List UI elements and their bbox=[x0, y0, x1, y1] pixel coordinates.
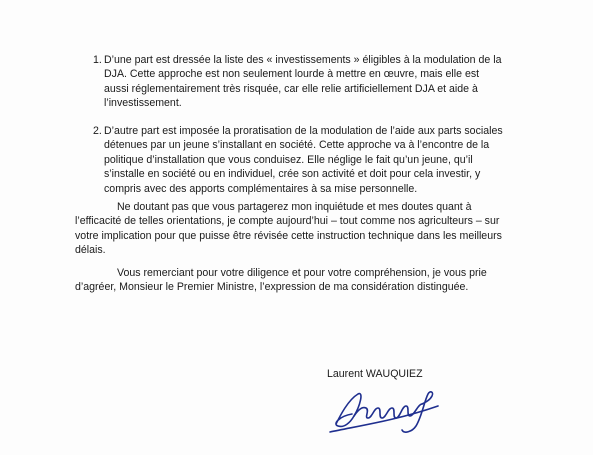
text-line: votre implication pour que puisse être révisée cette instruction technique dans les meilleurs bbox=[75, 229, 502, 242]
text-line: Vous remerciant pour votre diligence et pour votre compréhension, je vous prie bbox=[117, 267, 487, 279]
signature-stroke bbox=[354, 404, 422, 418]
closing-paragraph bbox=[75, 266, 535, 295]
list-number: 2. bbox=[93, 125, 102, 137]
text-line: détenues par un jeune s’installant en société. Cette approche va à l’encontre de la bbox=[104, 139, 490, 152]
text-line: l’efficacité de telles orientations, je compte aujourd’hui – tout comme nos agriculteurs – sur bbox=[75, 215, 500, 228]
text-line: D’une part est dressée la liste des « investissements » éligibles à la modulation de la bbox=[104, 54, 502, 66]
handwritten-signature bbox=[318, 376, 458, 438]
list-item-text bbox=[104, 53, 524, 111]
text-line: politique d’installation que vous conduisez. Elle néglige le fait qu’un jeune, qu’il bbox=[104, 153, 473, 166]
list-number: 1. bbox=[93, 54, 102, 66]
text-line: s’installe en société ou en individuel, crée son activité et doit pour cela investir, y bbox=[104, 168, 481, 181]
signature-stroke bbox=[336, 394, 361, 427]
text-line: compris avec des apports complémentaires à sa mise personnelle. bbox=[104, 182, 418, 195]
text-line: l’investissement. bbox=[104, 97, 182, 110]
text-line: Ne doutant pas que vous partagerez mon inquiétude et mes doutes quant à bbox=[117, 201, 472, 213]
text-line: DJA. Cette approche est non seulement lourde à mettre en œuvre, mais elle est bbox=[104, 68, 480, 81]
body-paragraph bbox=[75, 200, 535, 258]
text-line: d’agréer, Monsieur le Premier Ministre, l’expression de ma considération distinguée. bbox=[75, 281, 469, 294]
text-line: aussi réglementairement très risquée, car elle relie artificiellement DJA et aide à bbox=[104, 82, 478, 95]
list-item-text bbox=[104, 124, 524, 196]
text-line: délais. bbox=[75, 244, 106, 257]
signatory-name: Laurent WAUQUIEZ bbox=[327, 368, 423, 380]
text-line: D’autre part est imposée la proratisation de la modulation de l’aide aux parts sociales bbox=[104, 125, 503, 137]
